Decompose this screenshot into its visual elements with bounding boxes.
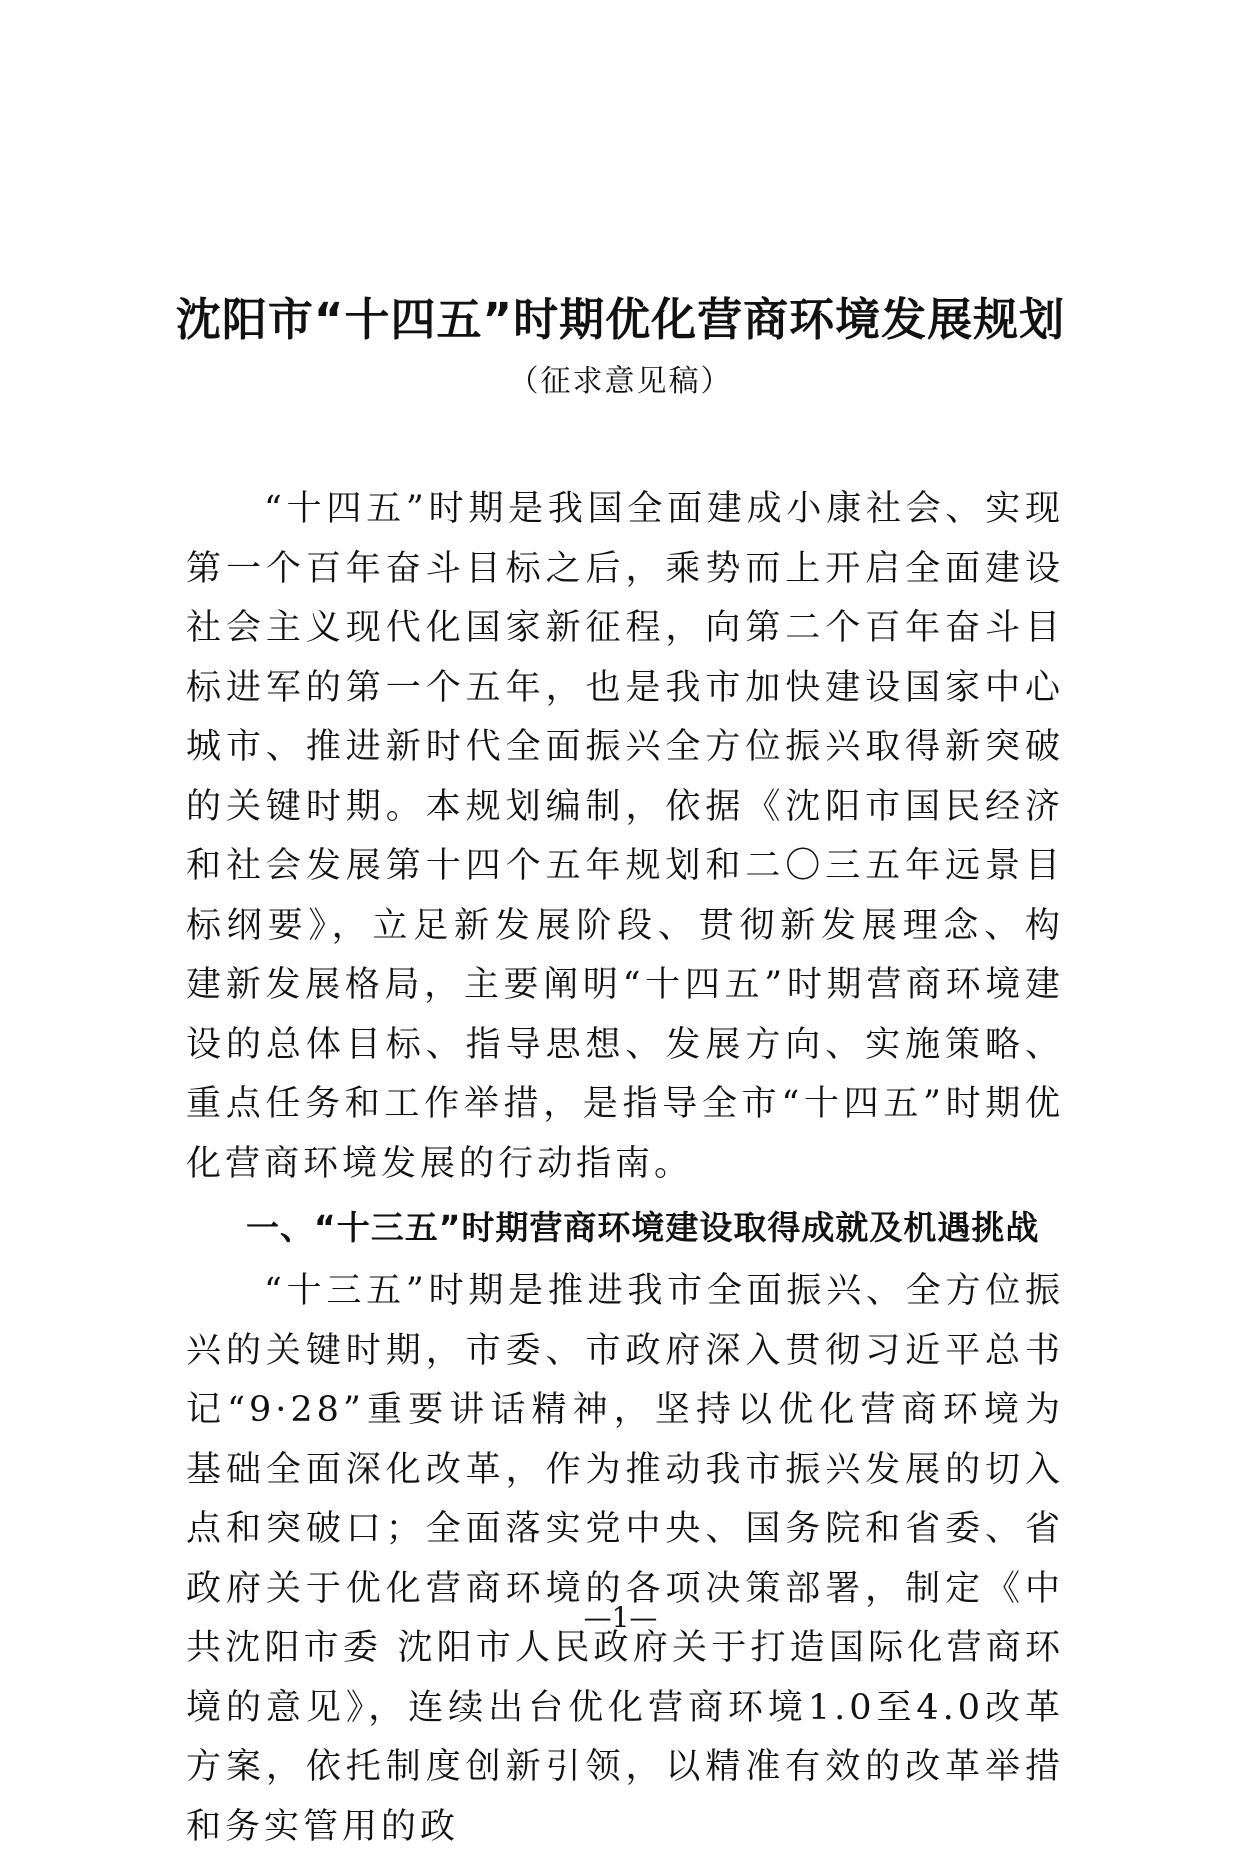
document-title: 沈阳市“十四五”时期优化营商环境发展规划 [175, 293, 1066, 346]
section-heading: 一、“十三五”时期营商环境建设取得成就及机遇挑战 [246, 1208, 1040, 1247]
section-paragraph: “十三五”时期是推进我市全面振兴、全方位振兴的关键时期，市委、市政府深入贯彻习近平总书记“9·28”重要讲话精神，坚持以优化营商环境为基础全面深化改革，作为推动我市振兴发展的切入点和突破口；全面落实党中央、国务院和省委、省政府关于优化营商环境的各项决策部署，制定《中共沈阳市委 沈阳市人民政府关于打造国际化营商环境的意见》，连续出台优化营商环境1.0至4.0改革方案，依托制度创新引领，以精准有效的改革举措和务实管用的政 [186, 1271, 1064, 1847]
intro-paragraph: “十四五”时期是我国全面建成小康社会、实现第一个百年奋斗目标之后，乘势而上开启全面建设社会主义现代化国家新征程，向第二个百年奋斗目标进军的第一个五年，也是我市加快建设国家中心城市、推进新时代全面振兴全方位振兴取得新突破的关键时期。本规划编制，依据《沈阳市国民经济和社会发展第十四个五年规划和二〇三五年远景目标纲要》，立足新发展阶段、贯彻新发展理念、构建新发展格局，主要阐明“十四五”时期营商环境建设的总体目标、指导思想、发展方向、实施策略、重点任务和工作举措，是指导全市“十四五”时期优化营商环境发展的行动指南。 [186, 489, 1064, 1184]
page-number: —1— [583, 1601, 658, 1634]
document-body [186, 480, 1064, 1857]
document-subtitle: （征求意见稿） [508, 364, 733, 399]
